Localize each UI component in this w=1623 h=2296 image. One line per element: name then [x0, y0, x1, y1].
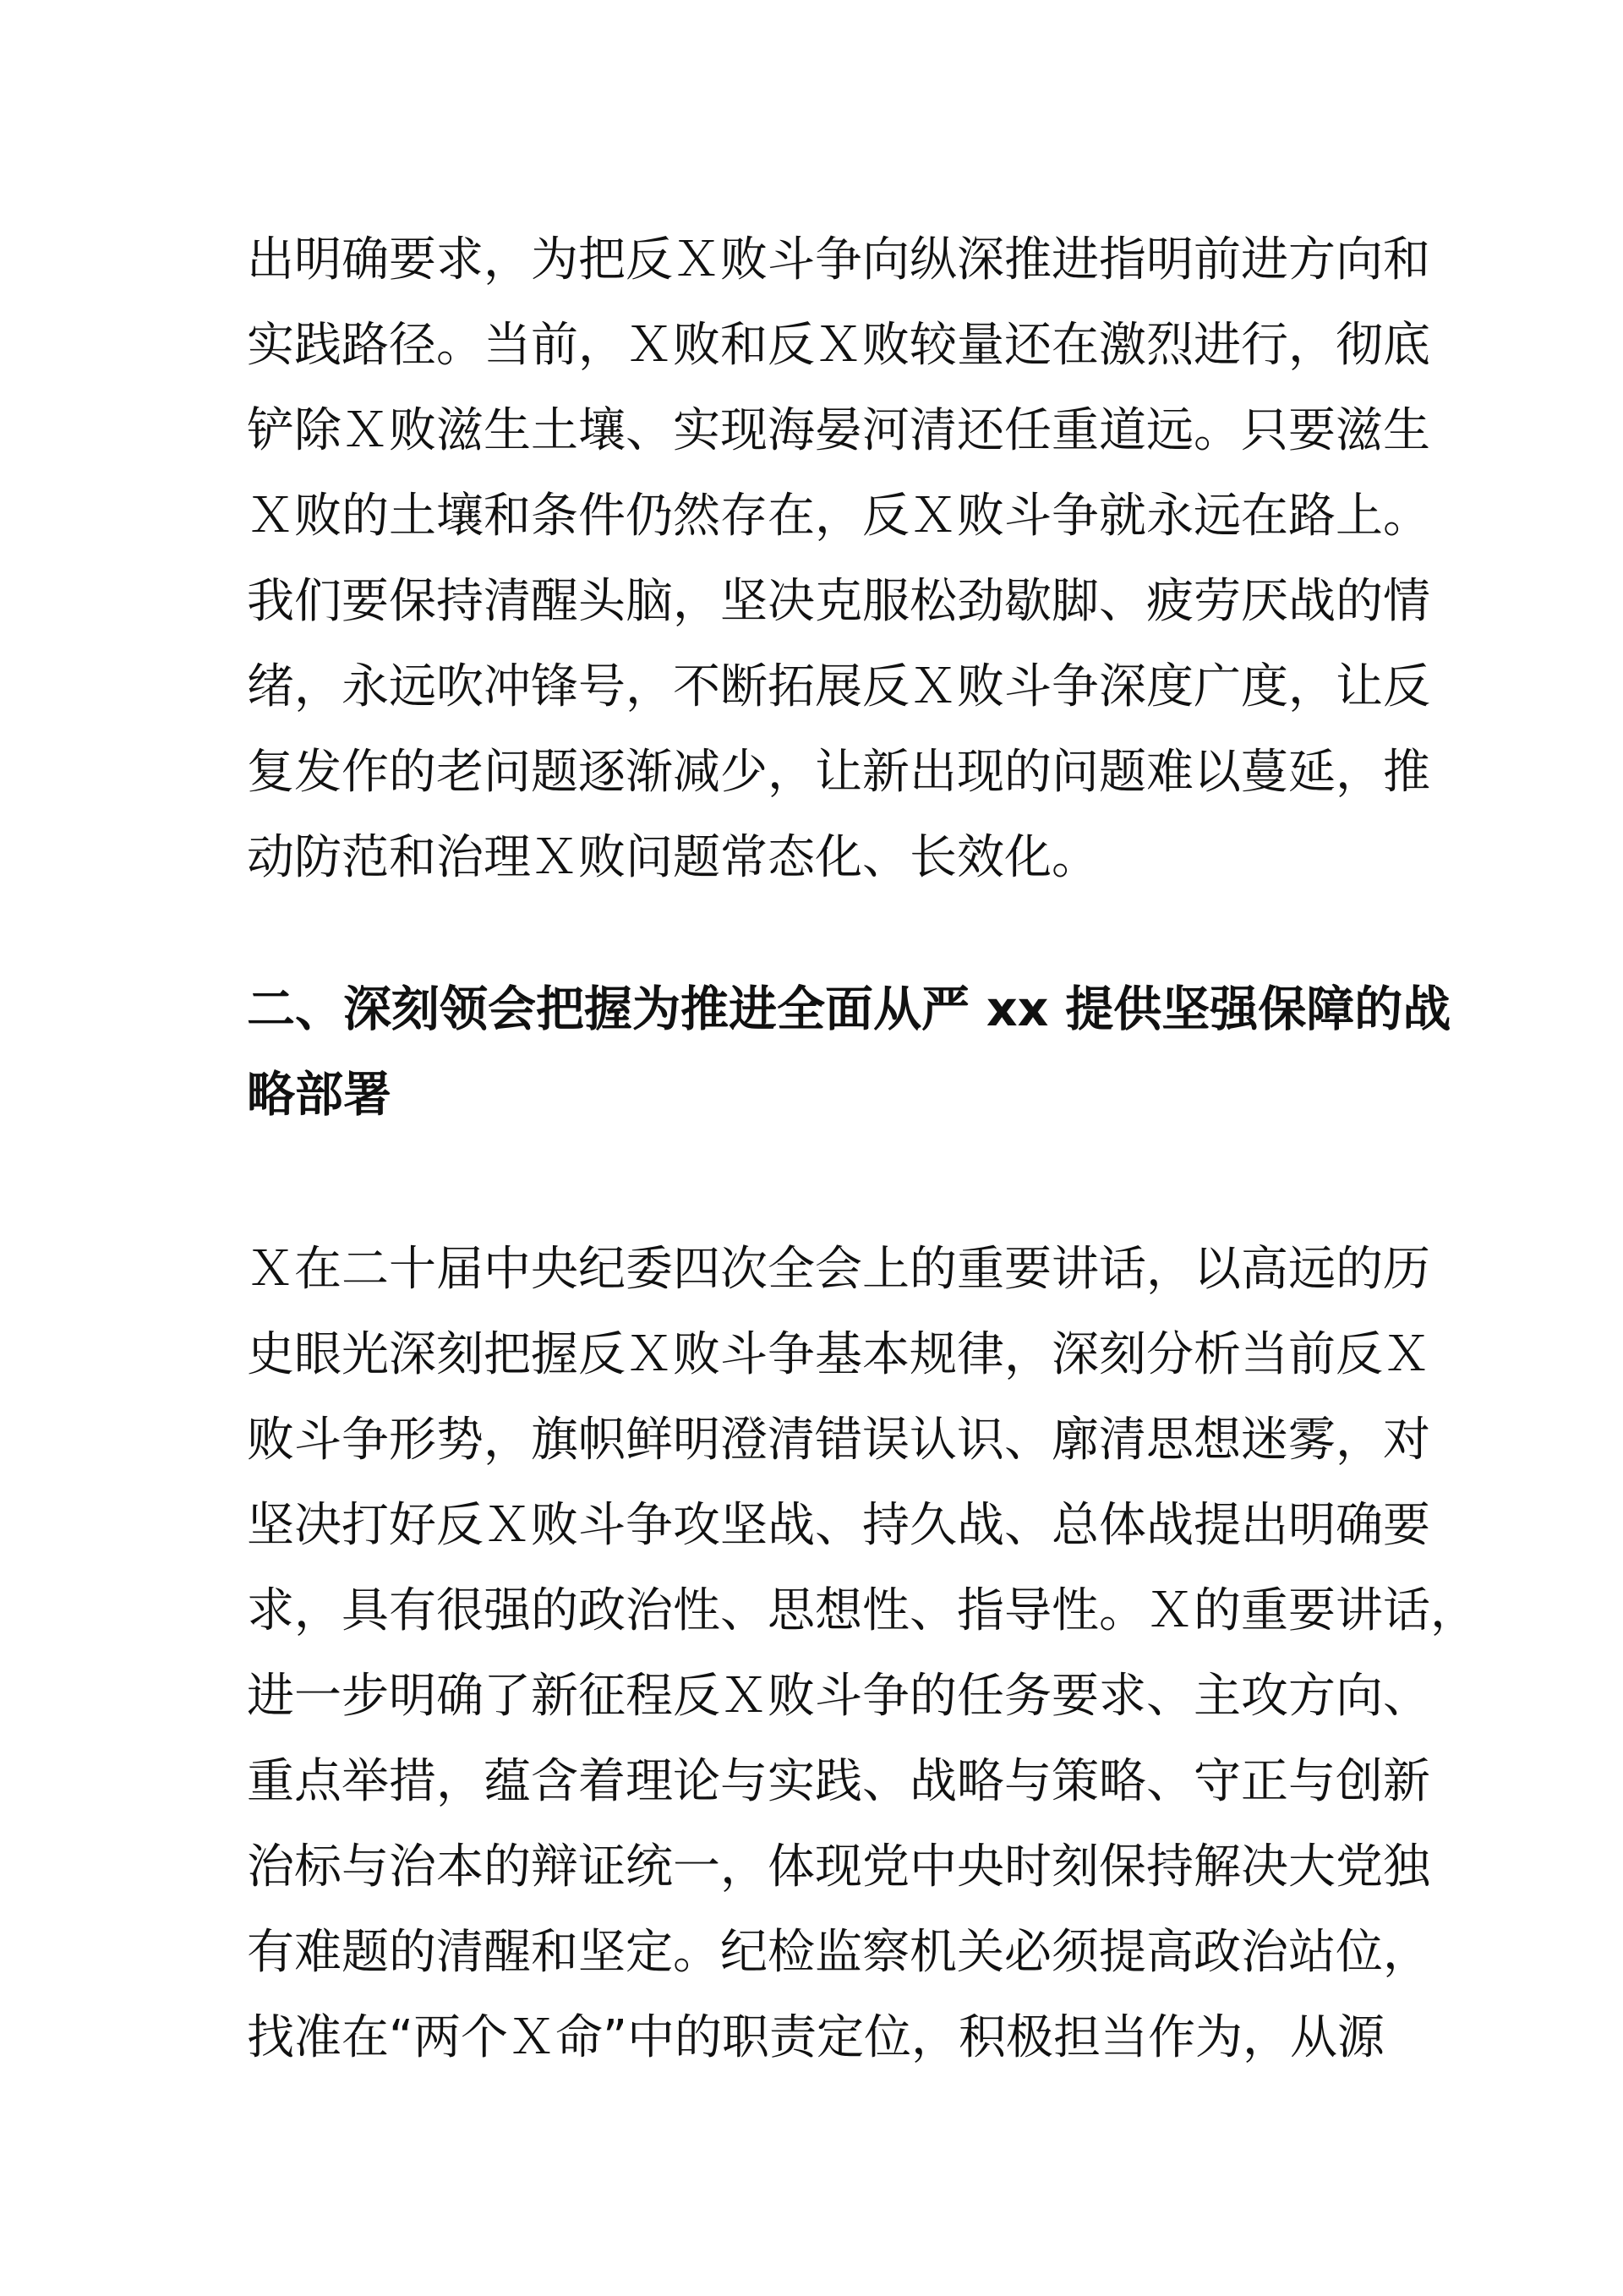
paragraph-line: 重点举措，蕴含着理论与实践、战略与策略、守正与创新	[247, 1754, 1430, 1809]
paragraph-line: 复发作的老问题逐渐减少，让新出现的问题难以蔓延，推	[247, 745, 1430, 800]
paragraph-line: Ｘ败的土壤和条件仍然存在，反Ｘ败斗争就永远在路上。	[247, 489, 1430, 544]
body-paragraph-1	[247, 217, 1430, 900]
paragraph-line: 实践路径。当前，Ｘ败和反Ｘ败较量还在激烈进行，彻底	[247, 318, 1430, 373]
paragraph-line: 我们要保持清醒头脑，坚决克服松劲歇脚、疲劳厌战的情	[247, 574, 1430, 629]
paragraph-line: 动防范和治理Ｘ败问题常态化、长效化。	[247, 830, 1099, 885]
heading-line: 二、深刻领会把握为推进全面从严 xx 提供坚强保障的战	[247, 981, 1451, 1037]
paragraph-line: 求，具有很强的政治性、思想性、指导性。Ｘ的重要讲话，	[247, 1583, 1478, 1638]
body-paragraph-2	[247, 1227, 1478, 2080]
paragraph-line: 坚决打好反Ｘ败斗争攻坚战、持久战、总体战提出明确要	[247, 1498, 1430, 1553]
paragraph-line: 出明确要求，为把反Ｘ败斗争向纵深推进指明前进方向和	[247, 232, 1430, 287]
paragraph-line: 败斗争形势，旗帜鲜明澄清错误认识、廓清思想迷雾，对	[247, 1413, 1430, 1468]
section-heading-2	[247, 967, 1451, 1138]
paragraph-line: 绪，永远吹冲锋号，不断拓展反Ｘ败斗争深度广度，让反	[247, 659, 1430, 714]
heading-line: 略部署	[247, 1067, 391, 1123]
paragraph-line: 进一步明确了新征程反Ｘ败斗争的任务要求、主攻方向、	[247, 1669, 1430, 1724]
paragraph-line: Ｘ在二十届中央纪委四次全会上的重要讲话，以高远的历	[247, 1242, 1430, 1297]
paragraph-line: 找准在“两个Ｘ命”中的职责定位，积极担当作为，从源	[247, 2010, 1385, 2065]
paragraph-line: 有难题的清醒和坚定。纪检监察机关必须提高政治站位，	[247, 1925, 1430, 1980]
paragraph-line: 铲除Ｘ败滋生土壤、实现海晏河清还任重道远。只要滋生	[247, 403, 1430, 458]
paragraph-line: 治标与治本的辩证统一，体现党中央时刻保持解决大党独	[247, 1840, 1430, 1894]
paragraph-line: 史眼光深刻把握反Ｘ败斗争基本规律，深刻分析当前反Ｘ	[247, 1327, 1430, 1382]
